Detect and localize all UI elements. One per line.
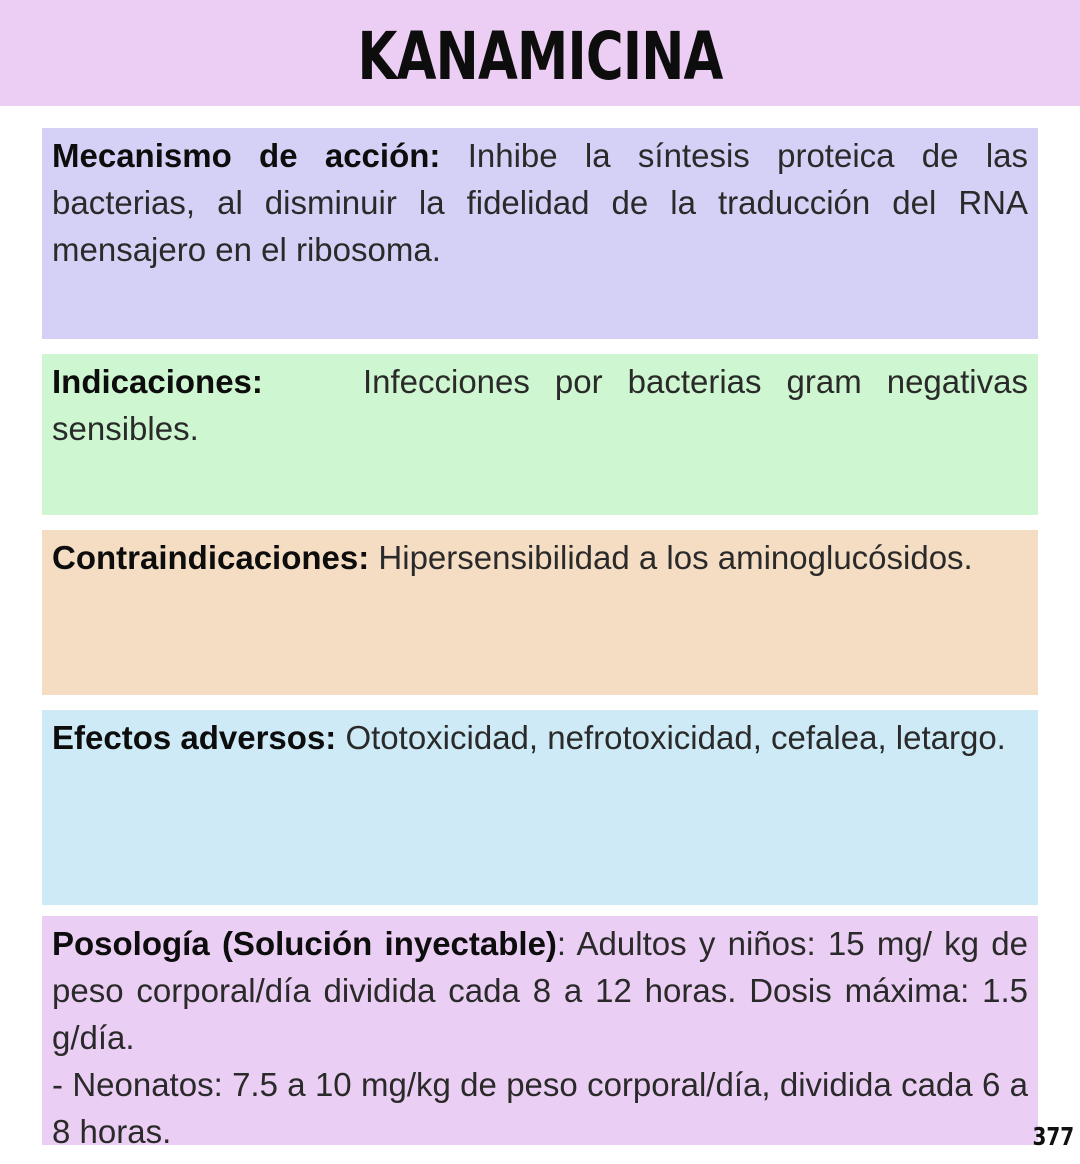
indicaciones-text: Infecciones por bacterias gram negativas sensibles. [52,363,1028,447]
posologia-neonatos: - Neonatos: 7.5 a 10 mg/kg de peso corporal/día, dividida cada 6 a 8 horas. [52,1066,1028,1150]
mecanismo-text: Inhibe la síntesis proteica de las bacterias, al disminuir la fidelidad de la traducción del RNA mensajero en el ribosoma. [52,137,1029,268]
mecanismo-paragraph [52,132,1028,273]
posologia-paragraph [52,920,1028,1061]
efectos-text: Ototoxicidad, nefrotoxicidad, cefalea, letargo. [345,719,1006,756]
posologia-section [42,916,1038,1150]
contraindicaciones-text: Hipersensibilidad a los aminoglucósidos. [378,539,973,576]
efectos-label: Efectos adversos: [52,719,337,756]
page-number: 377 [1032,1122,1074,1151]
posologia-text: : Adultos y niños: 15 mg/ kg de peso corporal/día dividida cada 8 a 12 horas. Dosis máxima: 1.5 g/día. [52,925,1028,1056]
efectos-section [42,710,1038,905]
efectos-paragraph [52,714,1028,761]
indicaciones-section [42,354,1038,515]
indicaciones-label: Indicaciones: [52,363,263,400]
contraindicaciones-section [42,530,1038,695]
mecanismo-label: Mecanismo de acción: [52,137,441,174]
mecanismo-section [42,128,1038,339]
page-title: KANAMICINA [357,17,723,95]
contraindicaciones-paragraph [52,534,1028,581]
indicaciones-paragraph [52,358,1028,452]
contraindicaciones-label: Contraindicaciones: [52,539,370,576]
posologia-label: Posología (Solución inyectable) [52,925,557,962]
title-banner [0,0,1080,106]
